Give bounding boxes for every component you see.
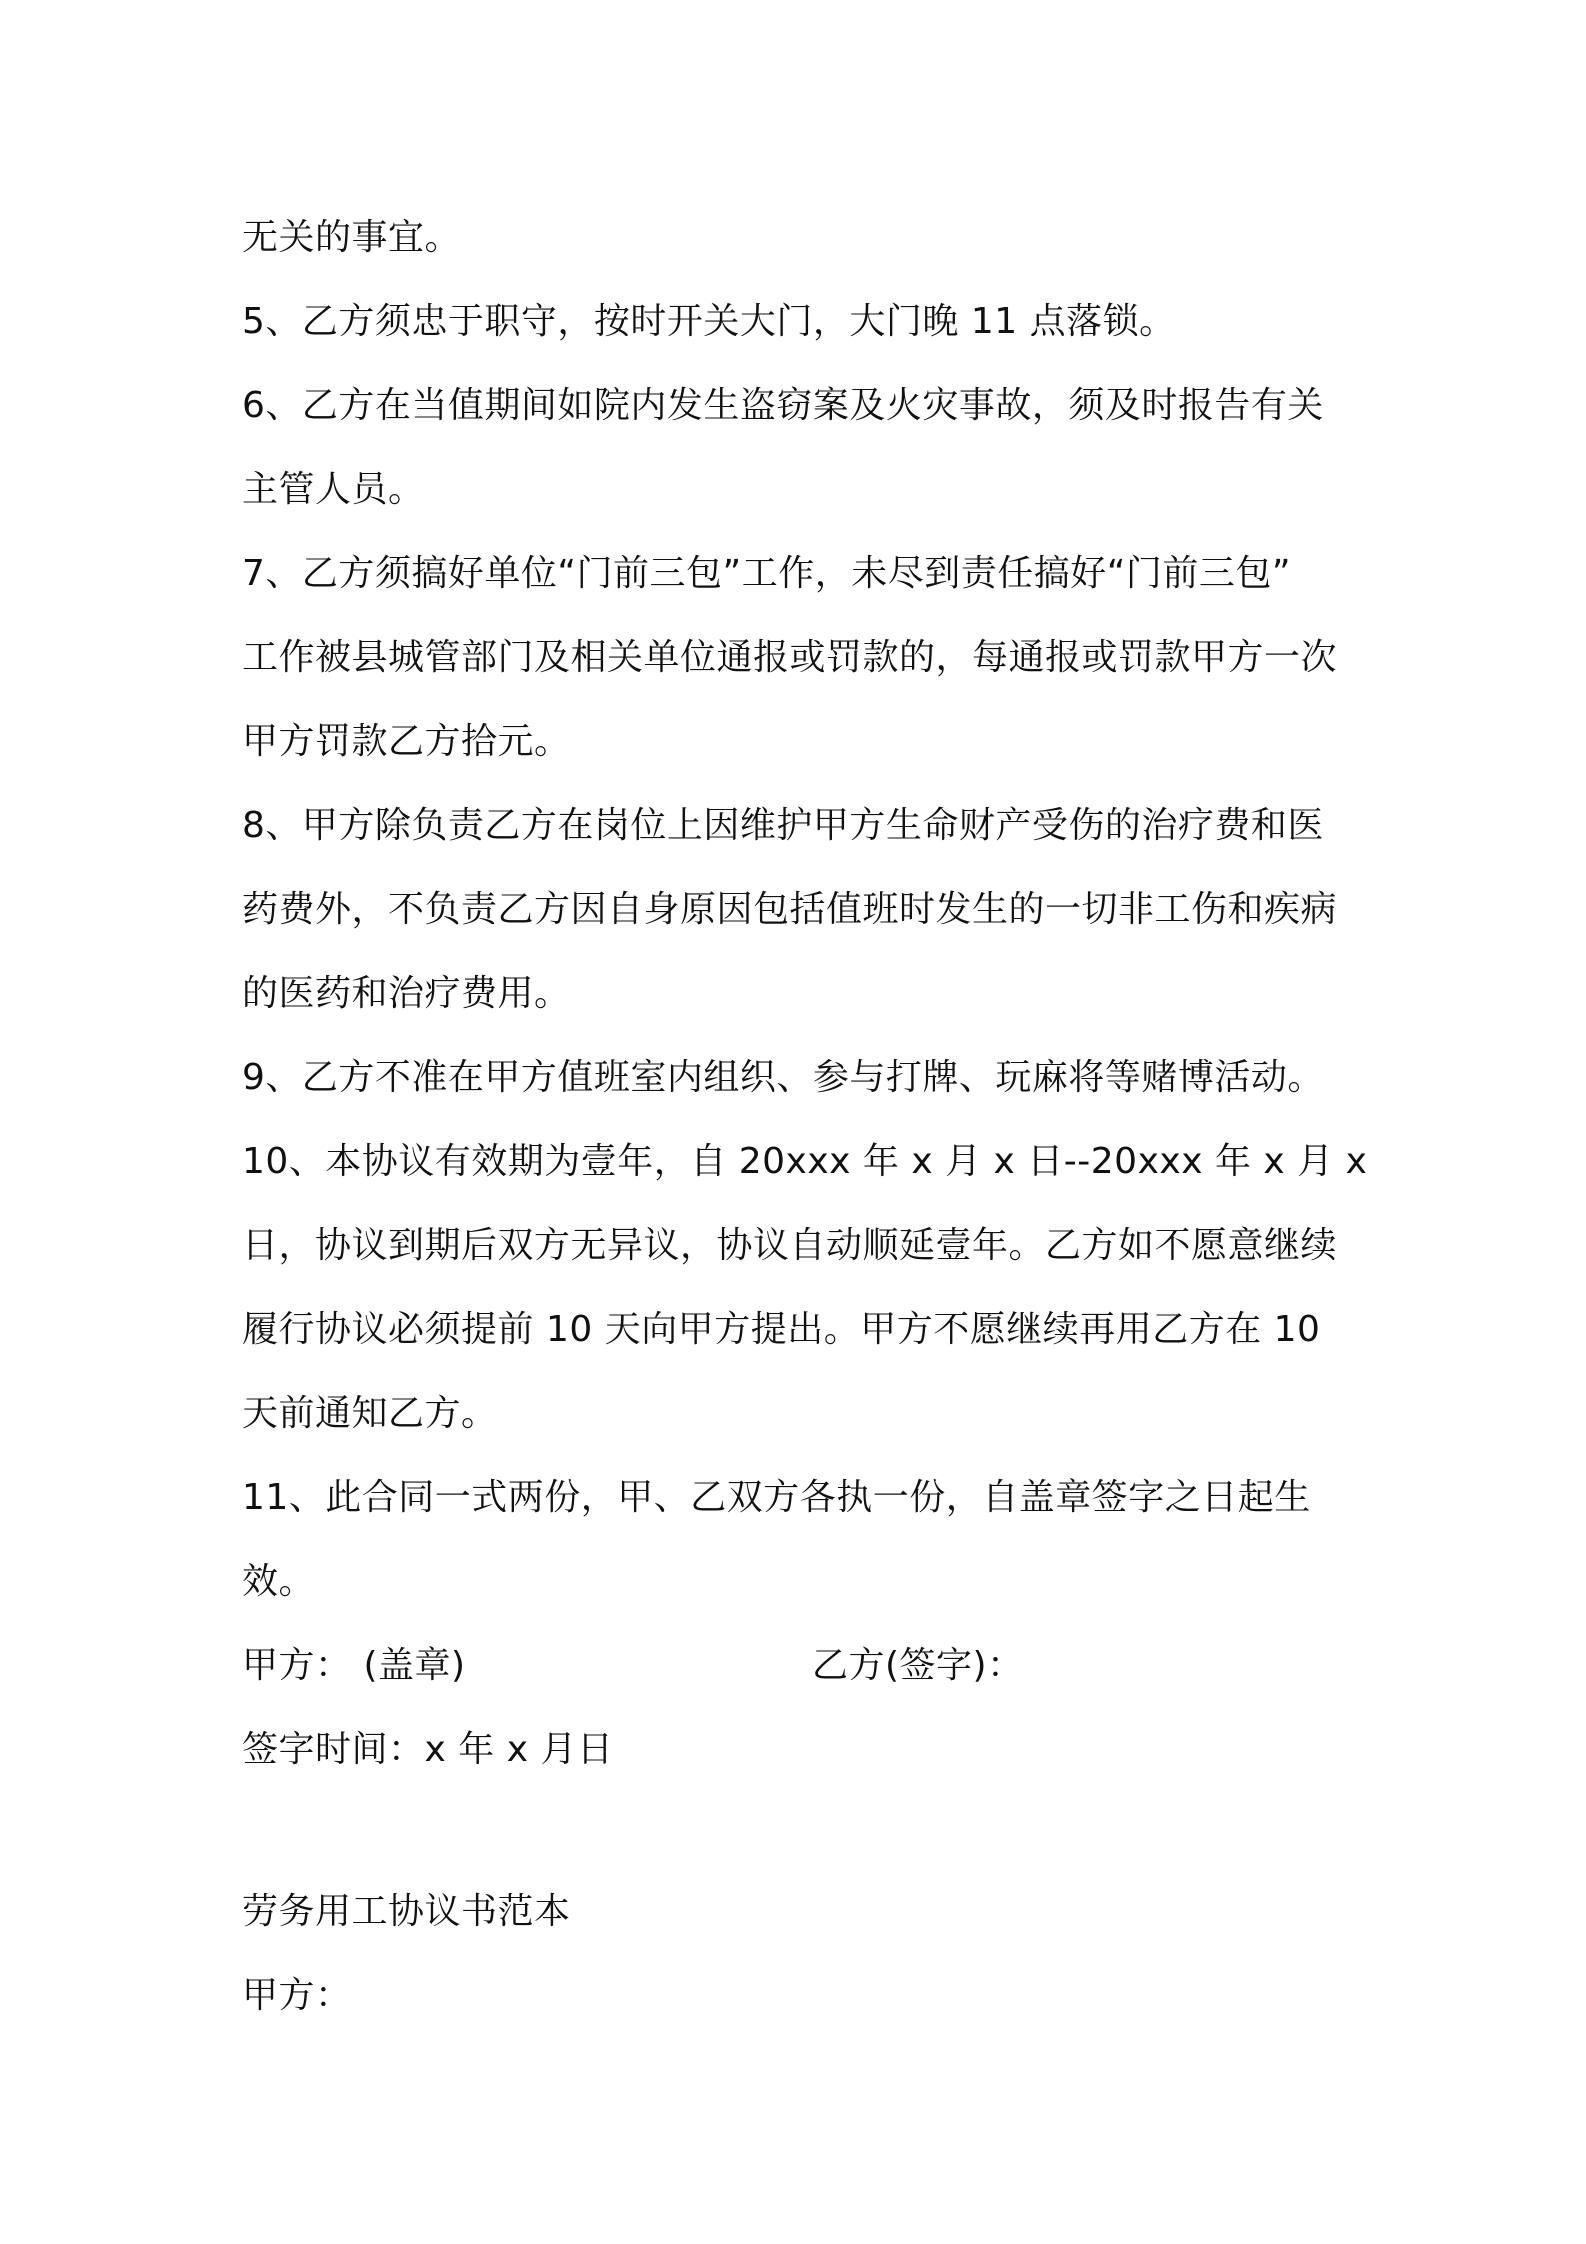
text-line: 日，协议到期后双方无异议，协议自动顺延壹年。乙方如不愿意继续 bbox=[242, 1225, 1338, 1266]
section-title: 劳务用工协议书范本 bbox=[242, 1891, 571, 1932]
text-line: 的医药和治疗费用。 bbox=[242, 973, 571, 1014]
clause-9 bbox=[242, 1036, 1362, 1120]
party-a-seal: 甲方： (盖章) bbox=[242, 1645, 466, 1686]
clause-6 bbox=[242, 364, 1362, 532]
text-line: 工作被县城管部门及相关单位通报或罚款的，每通报或罚款甲方一次 bbox=[242, 637, 1338, 678]
clause-11 bbox=[242, 1456, 1362, 1624]
text-line: 天前通知乙方。 bbox=[242, 1393, 498, 1434]
section-spacer bbox=[242, 1792, 1362, 1870]
text-line: 6、乙方在当值期间如院内发生盗窃案及火灾事故，须及时报告有关 bbox=[242, 385, 1324, 426]
text-line: 8、甲方除负责乙方在岗位上因维护甲方生命财产受伤的治疗费和医 bbox=[242, 805, 1324, 846]
text-line: 甲方罚款乙方拾元。 bbox=[242, 721, 571, 762]
text-line: 7、乙方须搞好单位“门前三包”工作，未尽到责任搞好“门前三包” bbox=[242, 553, 1292, 594]
text-line: 药费外，不负责乙方因自身原因包括值班时发生的一切非工伤和疾病 bbox=[242, 889, 1338, 930]
clause-7 bbox=[242, 532, 1362, 784]
text-line: 履行协议必须提前 10 天向甲方提出。甲方不愿继续再用乙方在 10 bbox=[242, 1309, 1321, 1350]
clause-8 bbox=[242, 784, 1362, 1036]
party-a-label: 甲方： bbox=[242, 1975, 352, 2016]
text-line: 9、乙方不准在甲方值班室内组织、参与打牌、玩麻将等赌博活动。 bbox=[242, 1057, 1324, 1098]
text-line: 无关的事宜。 bbox=[242, 217, 462, 258]
text-line: 10、本协议有效期为壹年，自 20xxx 年 x 月 x 日--20xxx 年 x 月 x bbox=[242, 1141, 1368, 1182]
party-b-signature: 乙方(签字)： bbox=[812, 1645, 1024, 1686]
text-line: 效。 bbox=[242, 1561, 316, 1602]
clause-continuation bbox=[242, 196, 1362, 280]
text-line: 5、乙方须忠于职守，按时开关大门，大门晚 11 点落锁。 bbox=[242, 301, 1176, 342]
text-line: 11、此合同一式两份，甲、乙双方各执一份，自盖章签字之日起生 bbox=[242, 1477, 1311, 1518]
signature-row bbox=[242, 1624, 1362, 1708]
clause-5 bbox=[242, 280, 1362, 364]
text-line: 主管人员。 bbox=[242, 469, 425, 510]
document-body bbox=[242, 196, 1368, 2038]
sign-time: 签字时间：x 年 x 月日 bbox=[242, 1729, 614, 1770]
clause-10 bbox=[242, 1120, 1368, 1456]
